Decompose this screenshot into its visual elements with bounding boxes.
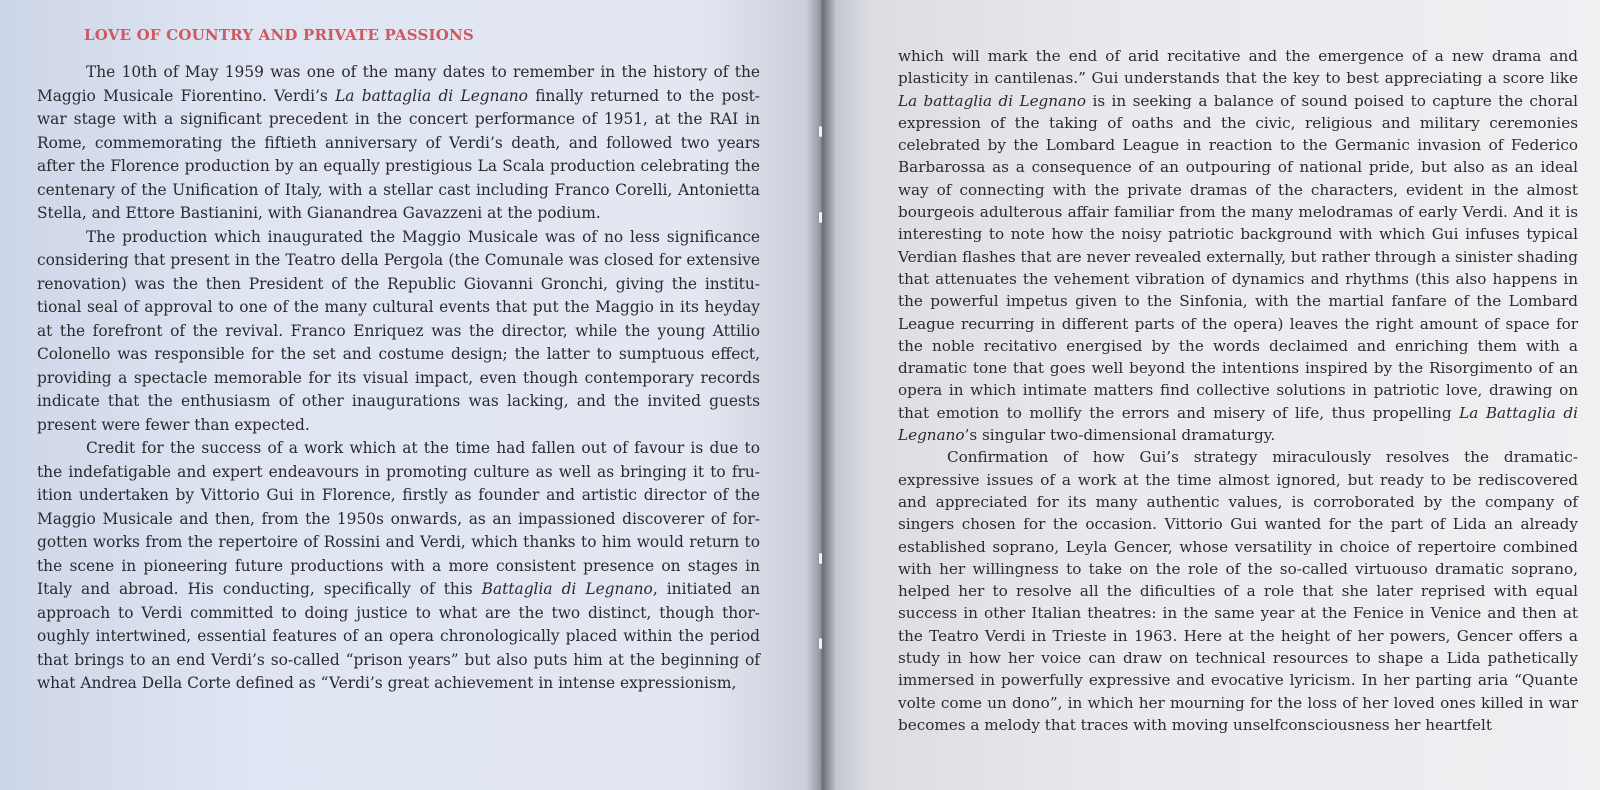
text-run: ’s singular two-dimensional dramaturgy. — [964, 426, 1276, 445]
italic-title: La battaglia di Legnano — [335, 86, 528, 105]
italic-title: La battaglia di Legnano — [898, 91, 1087, 110]
staple — [819, 126, 822, 137]
paragraph — [37, 437, 760, 696]
staple — [819, 553, 822, 564]
right-page — [822, 0, 1600, 790]
italic-title: La Battaglia di Legnano — [898, 403, 1578, 445]
staple — [819, 212, 822, 223]
text-run: is in seeking a balance of sound poised to capture the choral expression of the taking of oaths and the civic, religious and military ceremonies celebrated by the Lombard League in reaction to the Germanic invasion of Federico Barbarossa as a consequence of an outpouring of national pride, but also as an ideal way of connecting with the private dramas of the characters, evident in the almost bourgeois adulterous affair familiar from the many melodramas of early Verdi. And it is interesting to note how the noisy patriotic background with which Gui infuses typical Verdian flashes that are never revealed externally, but rather through a sinister shading that attenuates the vehement vibration of dynamics and rhythms (this also happens in the powerful impetus given to the Sinfonia, with the martial fanfare of the Lombard League recurring in different parts of the opera) leaves the right amount of space for the noble recitativo energised by the words declaimed and enriching them with a dramatic tone that goes well beyond the intentions inspired by the Risorgimento of an opera in which intimate matters find collective solutions in patriotic love, drawing on that emotion to mollify the errors and misery of life, thus propelling — [898, 91, 1578, 422]
staple — [819, 638, 822, 649]
text-run: Confirmation of how Gui’s strategy miraculously resolves the dramatic-expressive issues of a work at the time almost ignored, but ready to be rediscovered and appreciated for its many authentic values, is corroborated by the company of singers chosen for the occasion. Vittorio Gui wanted for the part of Lida an already established soprano, Leyla Gencer, whose versatility in choice of repertoire combined with her willingness to take on the role of the so-called virtuouso dramatic soprano, helped her to resolve all the dificulties of a role that she later reprised with equal success in other Italian theatres: in the same year at the Fenice in Venice and then at the Teatro Verdi in Trieste in 1963. Here at the height of her powers, Gencer offers a study in how her voice can draw on technical resources to shape a Lida pathetically immersed in powerfully expressive and evocative lyricism. In her parting aria “Quante volte come un dono”, in which her mourning for the loss of her loved ones killed in war becomes a melody that traces with moving unselfconsciousness her heartfelt — [898, 448, 1578, 734]
book-gutter — [806, 0, 836, 790]
text-run: finally returned to the post-war stage with a significant precedent in the concert performance of 1951, at the RAI in Rome, commemorating the fiftieth anniversary of Verdi’s death, and followed two years after the Florence production by an equally prestigious La Scala production celebrating the centenary of the Unification of Italy, with a stellar cast including Franco Corelli, Antonietta Stella, and Ettore Bastianini, with Gianandrea Gavazzeni at the podium. — [37, 86, 760, 222]
text-run: Credit for the success of a work which at the time had fallen out of favour is due to the indefatigable and expert endeavours in promoting culture as well as bringing it to fruition undertaken by Vittorio Gui in Florence, firstly as founder and artistic director of the Maggio Musicale and then, from the 1950s onwards, as an impassioned discoverer of forgotten works from the repertoire of Rossini and Verdi, which thanks to him would return to the scene in pioneering future productions with a more consistent presence on stages in Italy and abroad. His conducting, specifically of this — [37, 439, 760, 598]
paragraph — [37, 226, 760, 438]
paragraph — [898, 446, 1578, 736]
text-run: The production which inaugurated the Maggio Musicale was of no less significance considering that present in the Teatro della Pergola (the Comunale was closed for extensive renovation) was the then President of the Republic Giovanni Gronchi, giving the institutional seal of approval to one of the many cultural events that put the Maggio in its heyday at the forefront of the revival. Franco Enriquez was the director, while the young Attilio Colonello was responsible for the set and costume design; the latter to sumptuous effect, providing a spectacle memorable for its visual impact, even though contemporary records indicate that the enthusiasm of other inaugurations was lacking, and the invited guests present were fewer than expected. — [37, 227, 760, 434]
paragraph — [898, 45, 1578, 446]
paragraph — [37, 61, 760, 226]
italic-title: Battaglia di Legnano — [481, 580, 653, 598]
section-title: LOVE OF COUNTRY AND PRIVATE PASSIONS — [84, 26, 474, 44]
text-run: which will mark the end of arid recitative and the emergence of a new drama and plasticity in cantilenas.” Gui understands that the key to best appreciating a score like — [898, 47, 1578, 88]
text-run: The 10th of May 1959 was one of the many dates to remember in the history of the Maggio Musicale Fiorentino. Verdi’s — [37, 63, 760, 105]
text-run: , initiated an approach to Verdi committed to doing justice to what are the two distinct, though thoroughly intertwined, essential features of an opera chronologically placed within the period that brings to an end Verdi’s so-called “prison years” but also puts him at the beginning of what Andrea Della Corte defined as “Verdi’s great achievement in intense expressionism, — [37, 580, 760, 692]
